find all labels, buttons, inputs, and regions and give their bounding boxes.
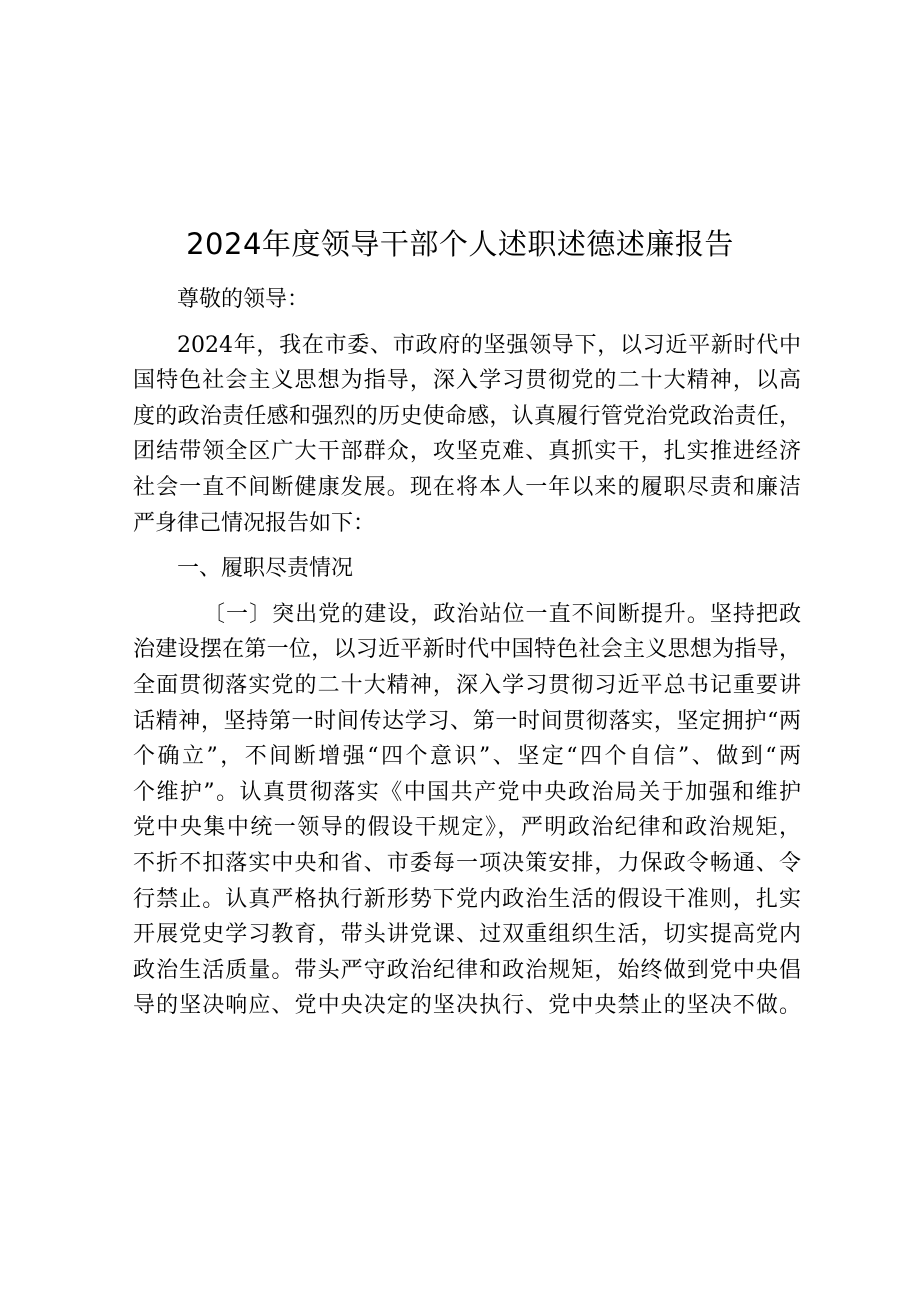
subsection-line: 不折不扣落实中央和省、市委每一项决策安排，力保政令畅通、令 [133, 850, 801, 876]
document-body [133, 282, 801, 1024]
subsection-line: 个确立”，不间断增强“四个意识”、坚定“四个自信”、做到“两 [133, 744, 801, 770]
document-title: 2024年度领导干部个人述职述德述廉报告 [186, 227, 734, 261]
intro-line: 严身律己情况报告如下： [133, 510, 376, 536]
subsection-line: 治建设摆在第一位，以习近平新时代中国特色社会主义思想为指导， [133, 637, 801, 663]
intro-line: 社会一直不间断健康发展。现在将本人一年以来的履职尽责和廉洁 [133, 474, 801, 500]
subsection-line: 全面贯彻落实党的二十大精神，深入学习贯彻习近平总书记重要讲 [133, 672, 801, 698]
intro-line: 团结带领全区广大干部群众，攻坚克难、真抓实干，扎实推进经济 [133, 439, 801, 465]
subsection-line: 开展党史学习教育，带头讲党课、过双重组织生活，切实提高党内 [133, 922, 801, 948]
subsection-line: 个维护”。认真贯彻落实《中国共产党中央政治局关于加强和维护 [133, 779, 801, 805]
intro-line: 国特色社会主义思想为指导，深入学习贯彻党的二十大精神，以高 [133, 368, 801, 394]
subsection-line: 政治生活质量。带头严守政治纪律和政治规矩，始终做到党中央倡 [133, 957, 801, 983]
subsection-line: 话精神，坚持第一时间传达学习、第一时间贯彻落实，坚定拥护“两 [133, 708, 801, 734]
subsection-line: 〔一〕突出党的建设，政治站位一直不间断提升。坚持把政 [203, 601, 801, 627]
intro-line: 度的政治责任感和强烈的历史使命感，认真履行管党治党政治责任， [133, 403, 801, 429]
salutation: 尊敬的领导： [177, 287, 310, 312]
section-heading: 一、履职尽责情况 [177, 556, 354, 582]
subsection-line: 行禁止。认真严格执行新形势下党内政治生活的假设干准则，扎实 [133, 886, 801, 912]
subsection-line: 导的坚决响应、党中央决定的坚决执行、党中央禁止的坚决不做。 [133, 993, 801, 1019]
intro-line: 2024年，我在市委、市政府的坚强领导下，以习近平新时代中 [177, 332, 801, 358]
subsection-line: 党中央集中统一领导的假设干规定》，严明政治纪律和政治规矩， [133, 815, 801, 841]
